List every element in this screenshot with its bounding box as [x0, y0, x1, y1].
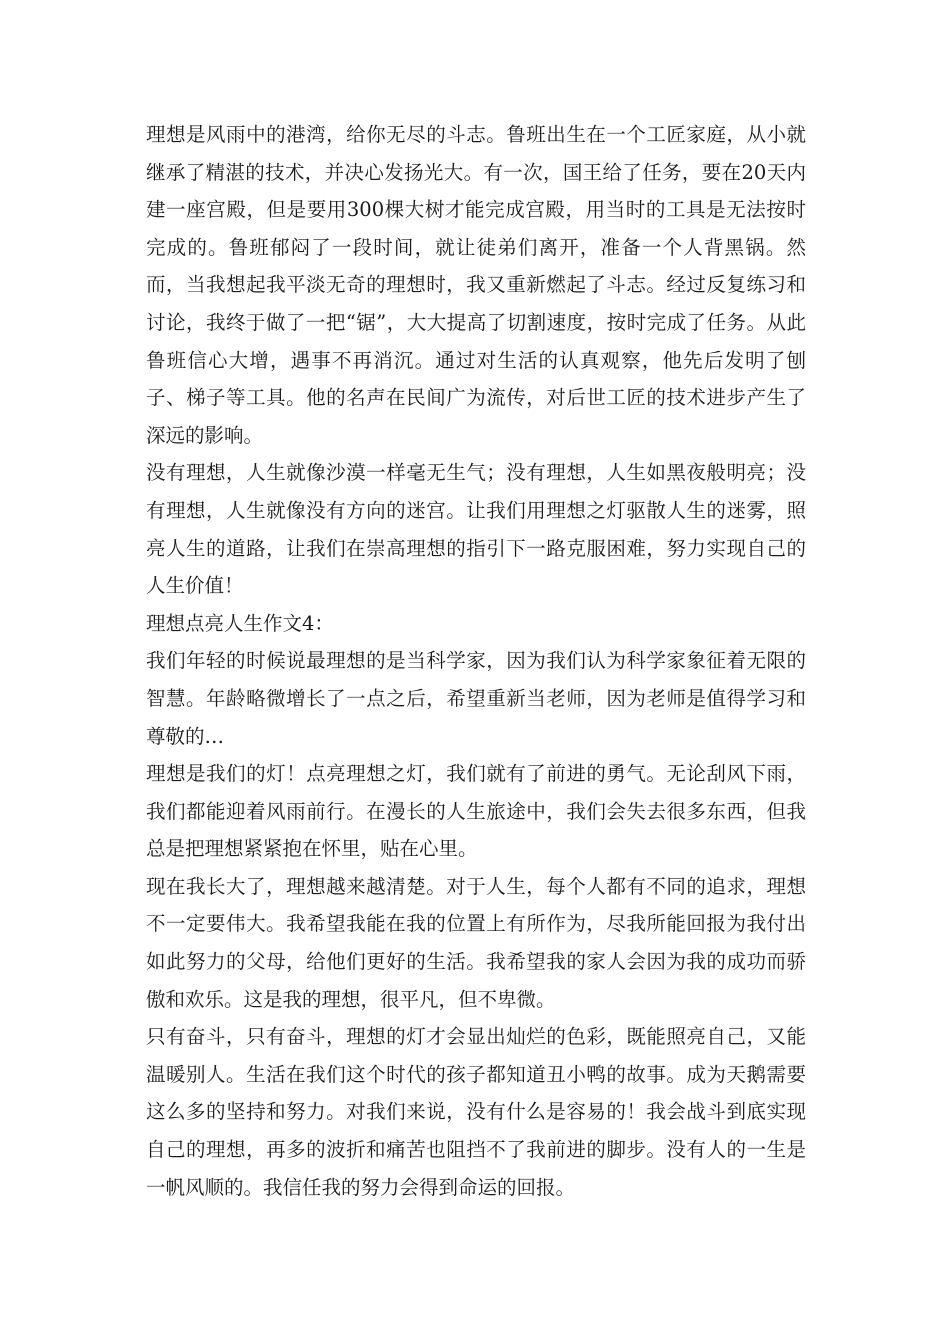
- paragraph-ideal-is-lamp: 理想是我们的灯！点亮理想之灯，我们就有了前进的勇气。无论刮风下雨，我们都能迎着风雨前行。在漫长的人生旅途中，我们会失去很多东西，但我总是把理想紧紧抱在怀里，贴在心里。: [146, 762, 806, 861]
- paragraph-without-ideals: 没有理想，人生就像沙漠一样毫无生气；没有理想，人生如黑夜般明亮；没有理想，人生就像没有方向的迷宫。让我们用理想之灯驱散人生的迷雾，照亮人生的道路，让我们在崇高理想的指引下一路克服困难，努力实现自己的人生价值！: [146, 461, 806, 598]
- paragraph-grown-up: 现在我长大了，理想越来越清楚。对于人生，每个人都有不同的追求，理想不一定要伟大。我希望我能在我的位置上有所作为，尽我所能回报为我付出如此努力的父母，给他们更好的生活。我希望我的家人会因为我的成功而骄傲和欢乐。这是我的理想，很平凡，但不卑微。: [146, 874, 806, 1011]
- document-body: [146, 116, 806, 1206]
- paragraph-luban-story: 理想是风雨中的港湾，给你无尽的斗志。鲁班出生在一个工匠家庭，从小就继承了精湛的技术，并决心发扬光大。有一次，国王给了任务，要在20天内建一座宫殿，但是要用300棵大树才能完成宫殿，用当时的工具是无法按时完成的。鲁班郁闷了一段时间，就让徒弟们离开，准备一个人背黑锅。然而，当我想起我平淡无奇的理想时，我又重新燃起了斗志。经过反复练习和讨论，我终于做了一把“锯”，大大提高了切割速度，按时完成了任务。从此鲁班信心大增，遇事不再消沉。通过对生活的认真观察，他先后发明了刨子、梯子等工具。他的名声在民间广为流传，对后世工匠的技术进步产生了深远的影响。: [146, 123, 806, 447]
- essay-heading: 理想点亮人生作文4：: [146, 611, 334, 635]
- paragraph-only-struggle: 只有奋斗，只有奋斗，理想的灯才会显出灿烂的色彩，既能照亮自己，又能温暖别人。生活在我们这个时代的孩子都知道丑小鸭的故事。成为天鹅需要这么多的坚持和努力。对我们来说，没有什么是容易的！我会战斗到底实现自己的理想，再多的波折和痛苦也阻挡不了我前进的脚步。没有人的一生是一帆风顺的。我信任我的努力会得到命运的回报。: [146, 1025, 806, 1199]
- paragraph-childhood-dreams: 我们年轻的时候说最理想的是当科学家，因为我们认为科学家象征着无限的智慧。年龄略微增长了一点之后，希望重新当老师，因为老师是值得学习和尊敬的…: [146, 649, 806, 748]
